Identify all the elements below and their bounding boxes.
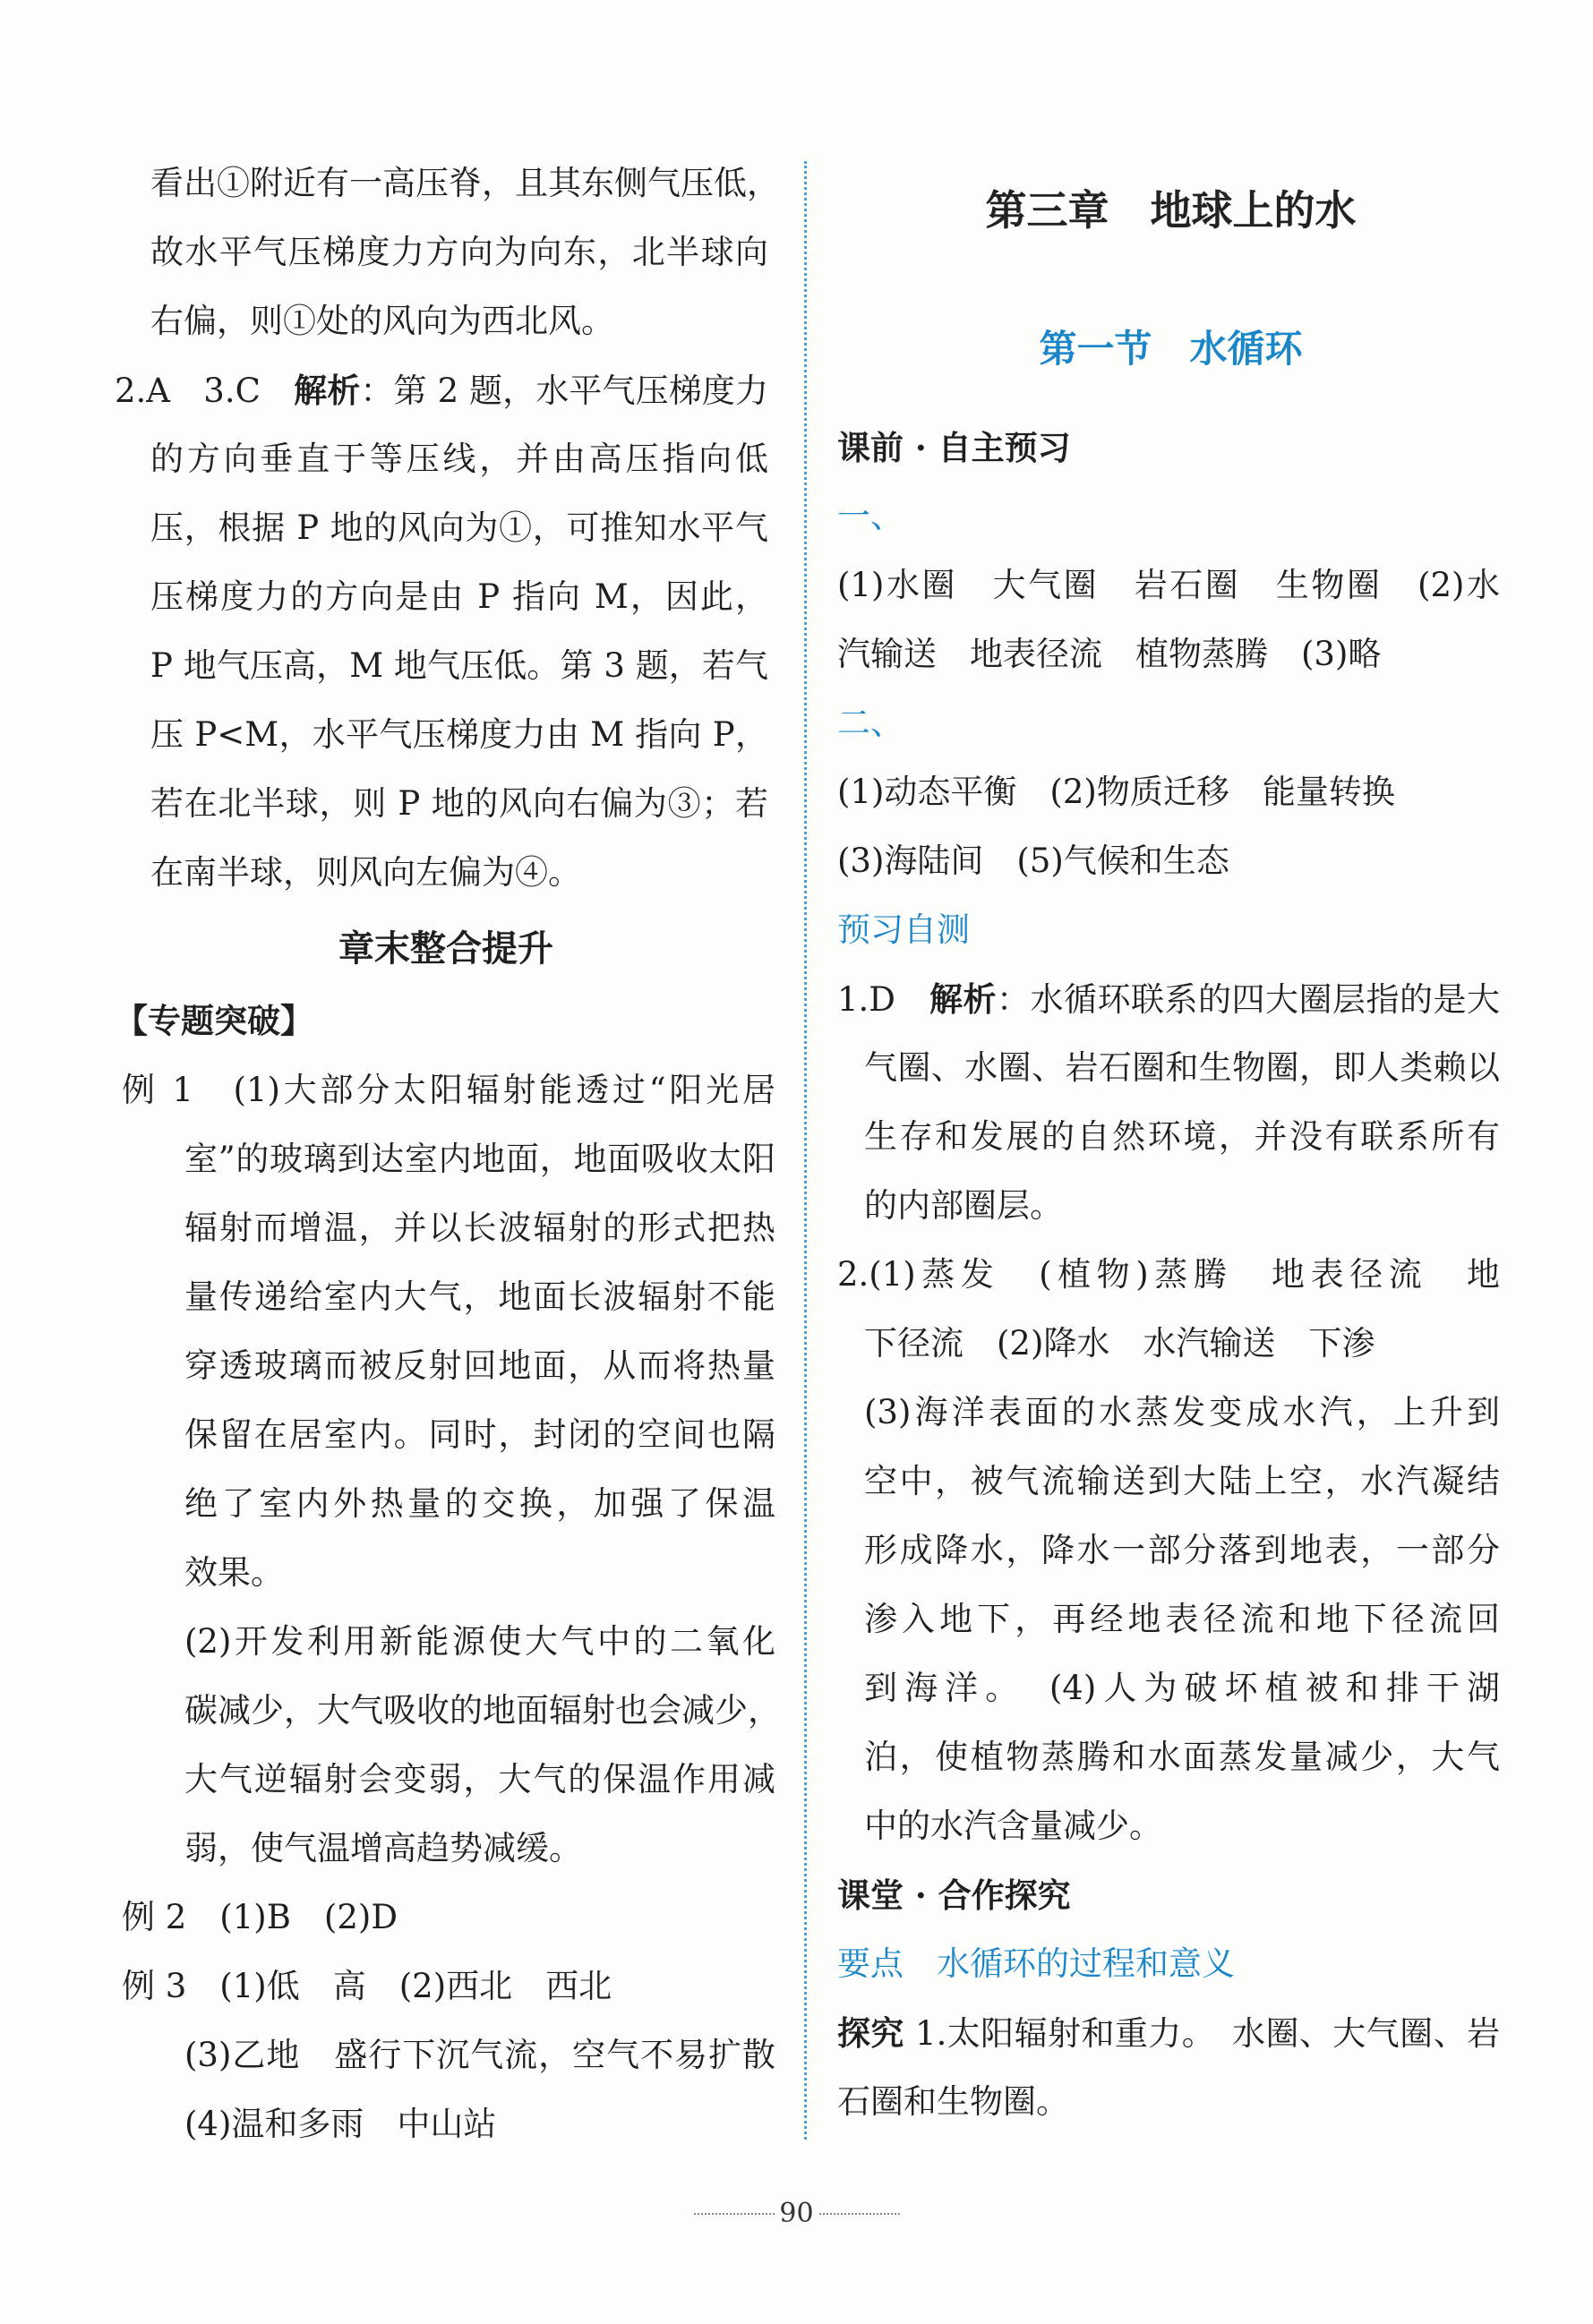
- text-line: 在南半球，则风向左偏为④。: [150, 853, 581, 892]
- text-line: (1)水圈 大气圈 岩石圈 生物圈 (2)水: [837, 566, 1500, 604]
- text-line: 课前 · 自主预习: [837, 428, 1071, 467]
- text-line: 若在北半球，则 P 地的风向右偏为③；若: [150, 784, 768, 823]
- text-line: 压，根据 P 地的风向为①，可推知水平气: [150, 508, 768, 547]
- text-line: 到海洋。 (4)人为破坏植被和排干湖: [864, 1669, 1500, 1707]
- text-line: 泊，使植物蒸腾和水面蒸发量减少，大气: [864, 1738, 1500, 1776]
- text-line: 保留在居室内。同时，封闭的空间也隔: [184, 1415, 775, 1454]
- text-line: 辐射而增温，并以长波辐射的形式把热: [184, 1209, 775, 1247]
- text-line: 碳减少，大气吸收的地面辐射也会减少，: [184, 1691, 781, 1730]
- text-line: 要点 水循环的过程和意义: [837, 1944, 1235, 1983]
- text-line: 汽输送 地表径流 植物蒸腾 (3)略: [837, 635, 1382, 673]
- text-line: 渗入地下，再经地表径流和地下径流回: [864, 1600, 1500, 1638]
- text-line: (3)海洋表面的水蒸发变成水汽，上升到: [864, 1393, 1500, 1431]
- text-line: 课堂 · 合作探究: [837, 1875, 1071, 1915]
- footer-dash-right: [819, 2213, 900, 2215]
- text-line: P 地气压高，M 地气压低。第 3 题，若气: [150, 646, 768, 685]
- section-title: 第一节 水循环: [1039, 327, 1303, 371]
- text-line: (1)动态平衡 (2)物质迁移 能量转换: [837, 773, 1395, 811]
- page-number: 90: [779, 2198, 814, 2229]
- text-line: 看出①附近有一高压脊，且其东侧气压低，: [150, 164, 780, 202]
- text-line: (2)开发利用新能源使大气中的二氧化: [184, 1622, 775, 1661]
- text-line: 二、: [837, 704, 904, 742]
- text-line: 故水平气压梯度力方向为向东，北半球向: [150, 233, 768, 271]
- text-line: (3)乙地 盛行下沉气流，空气不易扩散: [184, 2036, 775, 2074]
- text-line: 石圈和生物圈。: [837, 2082, 1069, 2121]
- text-line: 探究 1.太阳辐射和重力。 水圈、大气圈、岩: [837, 2013, 1500, 2053]
- text-line: 效果。: [184, 1553, 284, 1592]
- text-line: 【专题突破】: [115, 1001, 313, 1040]
- text-line: (3)海陆间 (5)气候和生态: [837, 842, 1229, 880]
- text-line: 空中，被气流输送到大陆上空，水汽凝结: [864, 1462, 1500, 1500]
- text-line: 室”的玻璃到达室内地面，地面吸收太阳: [184, 1140, 775, 1178]
- text-line: 1.D 解析：水循环联系的四大圈层指的是大: [837, 979, 1501, 1019]
- text-line: 例 3 (1)低 高 (2)西北 西北: [122, 1967, 612, 2005]
- text-line: 量传递给室内大气，地面长波辐射不能: [184, 1277, 775, 1316]
- text-line: 压梯度力的方向是由 P 指向 M，因此，: [150, 577, 768, 616]
- text-line: (4)温和多雨 中山站: [184, 2105, 497, 2143]
- text-line: 的内部圈层。: [864, 1186, 1063, 1225]
- text-line: 2.A 3.C 解析：第 2 题，水平气压梯度力: [115, 371, 769, 410]
- text-line: 形成降水，降水一部分落到地表，一部分: [864, 1531, 1500, 1569]
- text-line: 中的水汽含量减少。: [864, 1807, 1162, 1845]
- column-divider: [804, 161, 807, 2140]
- text-line: 气圈、水圈、岩石圈和生物圈，即人类赖以: [864, 1048, 1500, 1087]
- text-line: 2.(1)蒸发 (植物)蒸腾 地表径流 地: [837, 1255, 1500, 1294]
- chapter-title: 第三章 地球上的水: [985, 186, 1357, 235]
- text-line: 的方向垂直于等压线，并由高压指向低: [150, 440, 768, 478]
- text-line: 例 2 (1)B (2)D: [122, 1898, 398, 1936]
- text-line: 右偏，则①处的风向为西北风。: [150, 302, 614, 340]
- text-line: 弱，使气温增高趋势减缓。: [184, 1829, 582, 1867]
- text-line: 例 1 (1)大部分太阳辐射能透过“阳光居: [122, 1071, 775, 1109]
- text-line: 生存和发展的自然环境，并没有联系所有: [864, 1117, 1500, 1156]
- text-line: 压 P<M，水平气压梯度力由 M 指向 P，: [150, 715, 768, 754]
- text-line: 大气逆辐射会变弱，大气的保温作用减: [184, 1760, 775, 1799]
- text-line: 预习自测: [837, 910, 970, 949]
- text-line: 穿透玻璃而被反射回地面，从而将热量: [184, 1346, 775, 1385]
- section-heading-chapter-summary: 章末整合提升: [338, 927, 553, 970]
- text-line: 绝了室内外热量的交换，加强了保温: [184, 1484, 775, 1523]
- text-line: 下径流 (2)降水 水汽输送 下渗: [864, 1324, 1375, 1363]
- text-line: 一、: [837, 497, 904, 535]
